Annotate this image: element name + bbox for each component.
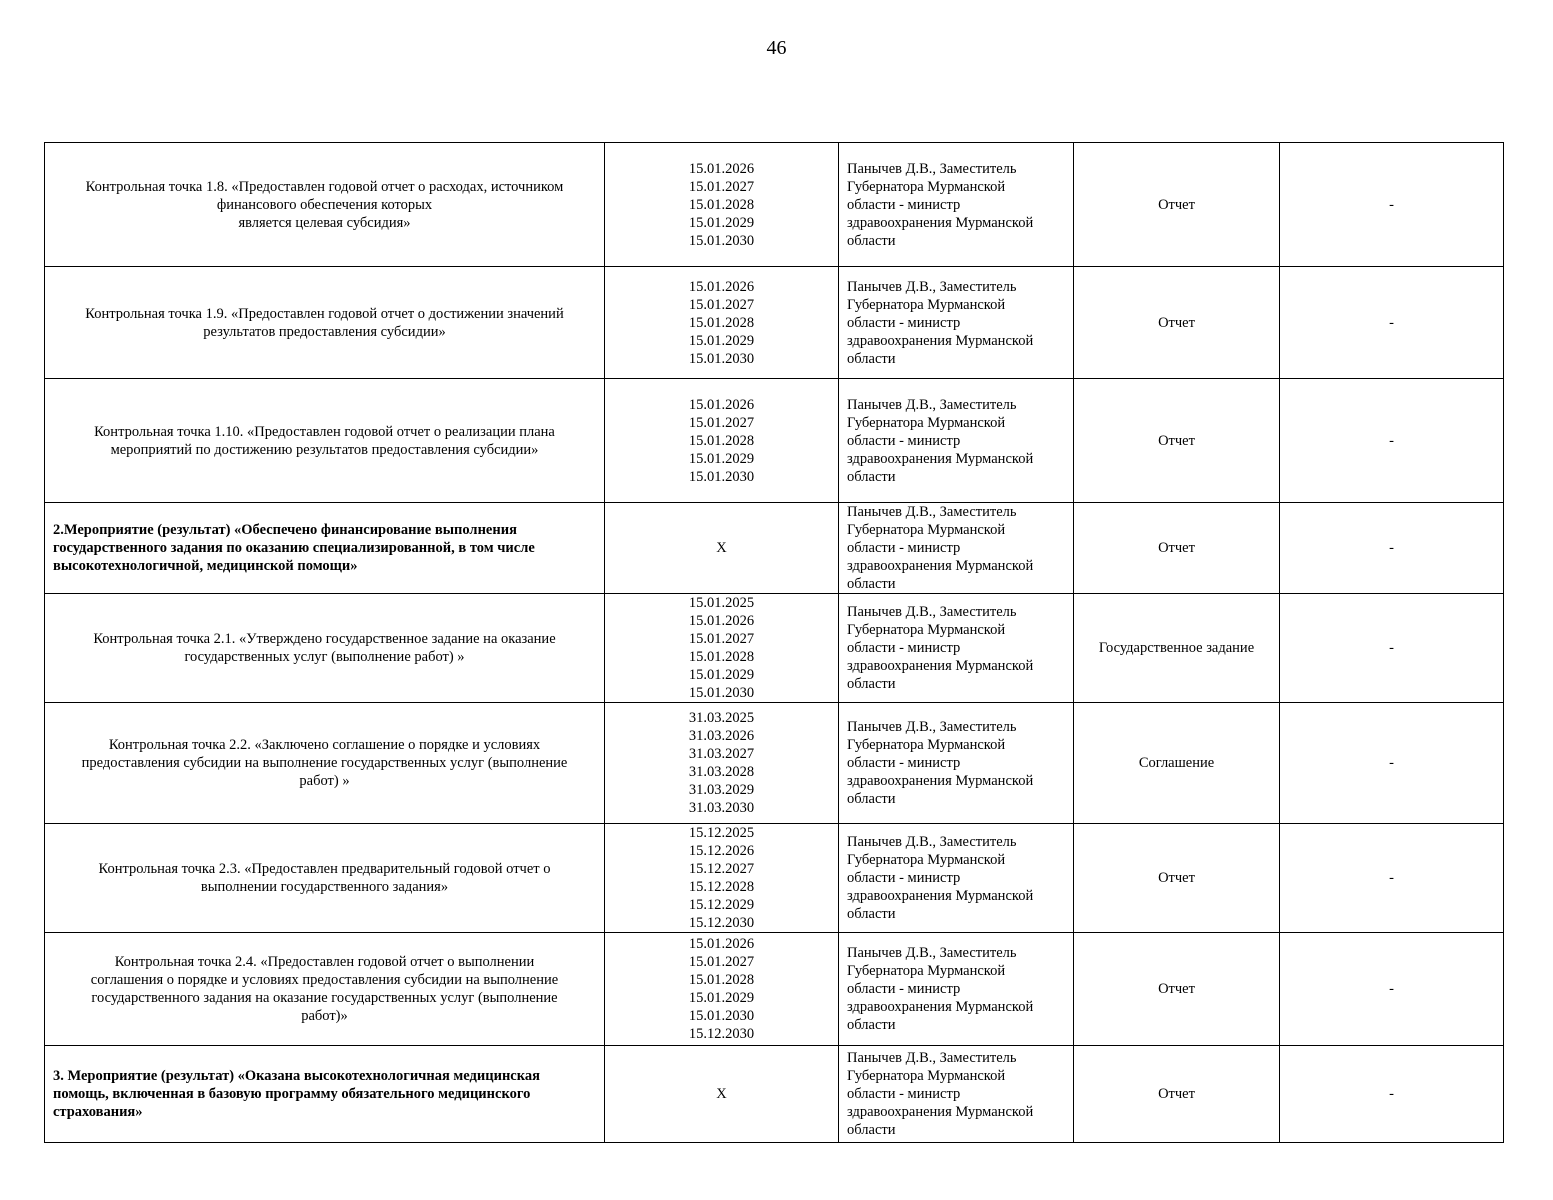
responsible-line: области (847, 232, 896, 249)
table-row (45, 379, 1504, 503)
deadline-cell (605, 933, 839, 1046)
deadline-cell (605, 703, 839, 824)
responsible-line: области - министр (847, 870, 961, 886)
event-name-cell (45, 143, 605, 267)
responsible-line: области (847, 906, 896, 922)
deadline-date: 15.12.2030 (688, 1026, 755, 1042)
deadline-date: 15.01.2030 (688, 350, 755, 367)
document-type-cell: Государственное задание (1074, 594, 1280, 703)
deadline-date: 15.12.2026 (688, 843, 755, 859)
note-cell: - (1280, 703, 1504, 824)
document-type-cell: Отчет (1074, 933, 1280, 1046)
deadline-cell (605, 503, 839, 594)
responsible-cell (839, 703, 1074, 824)
responsible-line: Губернатора Мурманской (847, 1068, 1006, 1084)
responsible-line: области (847, 350, 896, 367)
responsible-line: области (847, 676, 896, 692)
responsible-line: области - министр (847, 540, 961, 556)
responsible-line: Губернатора Мурманской (847, 852, 1006, 868)
deadline-date: 15.01.2030 (688, 685, 755, 701)
responsible-line: Губернатора Мурманской (847, 296, 1006, 313)
deadline-date: X (716, 1086, 727, 1102)
responsible-cell (839, 379, 1074, 503)
responsible-line: области (847, 468, 896, 485)
responsible-line: Губернатора Мурманской (847, 414, 1006, 431)
deadline-date: 15.01.2029 (688, 332, 755, 349)
deadline-date: 15.01.2030 (688, 468, 755, 485)
deadline-date: 15.01.2026 (688, 936, 755, 952)
responsible-line: здравоохранения Мурманской (847, 999, 1034, 1015)
deadline-date: 15.12.2028 (688, 879, 755, 895)
event-name-line: Контрольная точка 2.4. «Предоставлен годовой отчет о выполнении (114, 954, 535, 970)
deadline-date: 15.01.2029 (688, 214, 755, 231)
event-name-cell (45, 594, 605, 703)
event-name-line: работ)» (301, 1008, 348, 1024)
note-cell: - (1280, 824, 1504, 933)
deadline-date: 15.01.2027 (688, 631, 755, 647)
event-name-line: государственного задания по оказанию специализированной, в том числе (53, 540, 535, 556)
note-cell: - (1280, 594, 1504, 703)
responsible-line: здравоохранения Мурманской (847, 1104, 1034, 1120)
deadline-date: X (716, 540, 727, 556)
responsible-line: области - министр (847, 196, 961, 213)
deadline-date: 15.01.2028 (688, 432, 755, 449)
event-name-line: Контрольная точка 1.9. «Предоставлен годовой отчет о достижении значений (85, 305, 564, 322)
responsible-line: Панычев Д.В., Заместитель (847, 396, 1017, 413)
event-name-line: Контрольная точка 2.2. «Заключено соглашение о порядке и условиях (108, 737, 541, 753)
note-cell: - (1280, 503, 1504, 594)
responsible-line: Губернатора Мурманской (847, 622, 1006, 638)
event-name-line: выполнении государственного задания» (200, 879, 449, 895)
responsible-line: Губернатора Мурманской (847, 522, 1006, 538)
responsible-cell (839, 503, 1074, 594)
table-row (45, 503, 1504, 594)
event-name-cell (45, 267, 605, 379)
responsible-line: области - министр (847, 314, 961, 331)
responsible-line: области - министр (847, 1086, 961, 1102)
responsible-line: области - министр (847, 981, 961, 997)
deadline-date: 15.01.2028 (688, 649, 755, 665)
table-row (45, 824, 1504, 933)
responsible-line: области (847, 1122, 896, 1138)
table-row (45, 703, 1504, 824)
deadline-date: 15.01.2029 (688, 667, 755, 683)
deadline-cell (605, 143, 839, 267)
responsible-line: здравоохранения Мурманской (847, 773, 1034, 789)
responsible-cell (839, 824, 1074, 933)
responsible-line: здравоохранения Мурманской (847, 332, 1034, 349)
deadline-date: 15.12.2025 (688, 825, 755, 841)
responsible-line: Панычев Д.В., Заместитель (847, 945, 1017, 961)
event-name-line: Контрольная точка 1.8. «Предоставлен годовой отчет о расходах, источником (85, 178, 564, 195)
document-type-cell: Отчет (1074, 503, 1280, 594)
note-cell: - (1280, 933, 1504, 1046)
note-cell: - (1280, 379, 1504, 503)
document-type-cell: Отчет (1074, 267, 1280, 379)
responsible-line: Губернатора Мурманской (847, 963, 1006, 979)
event-name-line: государственных услуг (выполнение работ) » (184, 649, 465, 665)
responsible-line: Панычев Д.В., Заместитель (847, 278, 1017, 295)
event-name-line: страхования» (53, 1104, 143, 1120)
table-row (45, 267, 1504, 379)
event-name-cell (45, 703, 605, 824)
deadline-date: 31.03.2028 (688, 764, 755, 780)
event-name-line: мероприятий по достижению результатов предоставления субсидии» (110, 441, 539, 458)
table-body (45, 143, 1504, 1143)
event-name-line: соглашения о порядке и условиях предоставления субсидии на выполнение (90, 972, 559, 988)
document-type-cell: Отчет (1074, 824, 1280, 933)
deadline-date: 15.12.2027 (688, 861, 755, 877)
deadline-cell (605, 267, 839, 379)
table-row (45, 143, 1504, 267)
responsible-line: здравоохранения Мурманской (847, 888, 1034, 904)
responsible-line: Панычев Д.В., Заместитель (847, 604, 1017, 620)
deadline-date: 15.01.2026 (688, 396, 755, 413)
responsible-line: Губернатора Мурманской (847, 737, 1006, 753)
event-name-cell (45, 824, 605, 933)
event-name-line: помощь, включенная в базовую программу обязательного медицинского (53, 1086, 531, 1102)
document-type-cell: Отчет (1074, 1046, 1280, 1143)
responsible-line: Панычев Д.В., Заместитель (847, 834, 1017, 850)
responsible-line: здравоохранения Мурманской (847, 214, 1034, 231)
responsible-line: области (847, 576, 896, 592)
note-cell: - (1280, 1046, 1504, 1143)
table-row (45, 594, 1504, 703)
event-name-cell (45, 503, 605, 594)
deadline-date: 15.01.2030 (688, 232, 755, 249)
responsible-line: здравоохранения Мурманской (847, 450, 1034, 467)
document-type-cell: Отчет (1074, 143, 1280, 267)
deadline-date: 15.01.2027 (688, 296, 755, 313)
responsible-line: области - министр (847, 755, 961, 771)
document-type-cell: Отчет (1074, 379, 1280, 503)
deadline-date: 31.03.2026 (688, 728, 755, 744)
responsible-cell (839, 143, 1074, 267)
responsible-line: здравоохранения Мурманской (847, 658, 1034, 674)
event-name-line: Контрольная точка 1.10. «Предоставлен годовой отчет о реализации плана (94, 423, 555, 440)
note-cell: - (1280, 143, 1504, 267)
event-name-line: государственного задания на оказание государственных услуг (выполнение (91, 990, 558, 1006)
deadline-date: 15.01.2025 (688, 595, 755, 611)
event-name-line: 3. Мероприятие (результат) «Оказана высокотехнологичная медицинская (53, 1068, 540, 1084)
responsible-line: области - министр (847, 640, 961, 656)
event-name-cell (45, 1046, 605, 1143)
deadline-cell (605, 379, 839, 503)
responsible-line: здравоохранения Мурманской (847, 558, 1034, 574)
deadline-date: 15.01.2028 (688, 314, 755, 331)
responsible-cell (839, 933, 1074, 1046)
event-name-cell (45, 933, 605, 1046)
deadline-date: 15.01.2030 (688, 1008, 755, 1024)
table-row (45, 933, 1504, 1046)
deadline-date: 15.01.2029 (688, 450, 755, 467)
deadline-date: 15.01.2027 (688, 954, 755, 970)
note-cell: - (1280, 267, 1504, 379)
event-name-line: Контрольная точка 2.3. «Предоставлен предварительный годовой отчет о (98, 861, 551, 877)
event-name-line: 2.Мероприятие (результат) «Обеспечено финансирование выполнения (53, 522, 517, 538)
deadline-date: 15.01.2026 (688, 613, 755, 629)
event-name-cell (45, 379, 605, 503)
responsible-line: области - министр (847, 432, 961, 449)
responsible-cell (839, 1046, 1074, 1143)
deadline-cell (605, 824, 839, 933)
deadline-date: 31.03.2030 (688, 800, 755, 816)
deadline-date: 15.01.2028 (688, 972, 755, 988)
event-name-line: предоставления субсидии на выполнение государственных услуг (выполнение (81, 755, 568, 771)
event-name-line: высокотехнологичной, медицинской помощи» (53, 558, 358, 574)
responsible-line: Панычев Д.В., Заместитель (847, 160, 1017, 177)
control-points-table (44, 142, 1504, 1143)
responsible-line: области (847, 791, 896, 807)
event-name-line: финансового обеспечения которых (216, 196, 433, 213)
deadline-date: 15.01.2026 (688, 278, 755, 295)
responsible-line: Панычев Д.В., Заместитель (847, 504, 1017, 520)
responsible-cell (839, 594, 1074, 703)
responsible-line: Губернатора Мурманской (847, 178, 1006, 195)
responsible-line: Панычев Д.В., Заместитель (847, 719, 1017, 735)
event-name-line: является целевая субсидия» (238, 214, 411, 231)
deadline-date: 15.01.2026 (688, 160, 755, 177)
document-type-cell: Соглашение (1074, 703, 1280, 824)
deadline-date: 31.03.2027 (688, 746, 755, 762)
event-name-line: Контрольная точка 2.1. «Утверждено государственное задание на оказание (93, 631, 556, 647)
deadline-date: 15.12.2030 (688, 915, 755, 931)
deadline-date: 15.01.2027 (688, 414, 755, 431)
responsible-line: области (847, 1017, 896, 1033)
deadline-cell (605, 1046, 839, 1143)
deadline-date: 15.01.2027 (688, 178, 755, 195)
responsible-line: Панычев Д.В., Заместитель (847, 1050, 1017, 1066)
responsible-cell (839, 267, 1074, 379)
deadline-cell (605, 594, 839, 703)
deadline-date: 15.01.2029 (688, 990, 755, 1006)
deadline-date: 31.03.2029 (688, 782, 755, 798)
table-row (45, 1046, 1504, 1143)
deadline-date: 15.12.2029 (688, 897, 755, 913)
page-number: 46 (766, 37, 787, 59)
event-name-line: результатов предоставления субсидии» (203, 323, 446, 340)
deadline-date: 31.03.2025 (688, 710, 755, 726)
deadline-date: 15.01.2028 (688, 196, 755, 213)
event-name-line: работ) » (299, 773, 350, 789)
